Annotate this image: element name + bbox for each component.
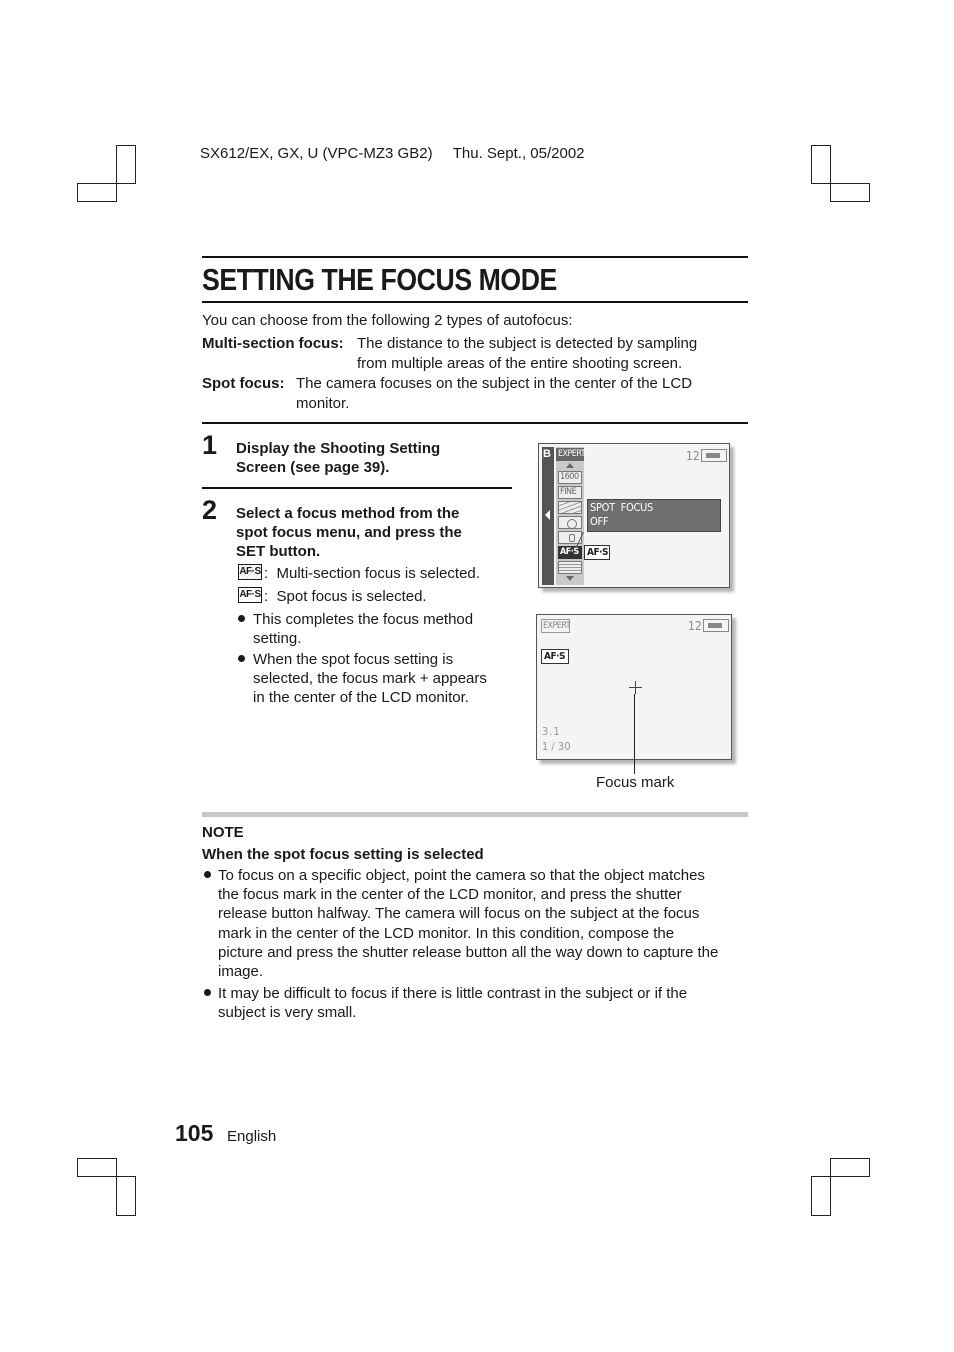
title-bottom-rule — [202, 301, 748, 303]
definition-term-multi: Multi-section focus: — [202, 335, 344, 352]
step-1-number: 1 — [202, 430, 218, 460]
crop-mark-tr-horizontal — [830, 183, 870, 202]
crop-mark-tl-vertical — [116, 145, 136, 184]
crop-mark-tl-horizontal — [77, 183, 117, 202]
model-info: SX612/EX, GX, U (VPC-MZ3 GB2) — [200, 145, 433, 162]
bullet-icon — [204, 871, 211, 878]
battery-icon — [701, 449, 727, 462]
bullet-icon — [238, 615, 245, 622]
option-multi-text: : Multi-section focus is selected. — [264, 565, 480, 582]
note-bullet-1-line-1: To focus on a specific object, point the camera so that the object matches — [218, 867, 705, 884]
note-bullet-2-line-1: It may be difficult to focus if there is little contrast in the subject or if the — [218, 985, 688, 1002]
expert-label: EXPERT — [558, 449, 585, 459]
definition-desc-multi-1: The distance to the subject is detected by sampling — [357, 335, 698, 352]
shot-count: 12 — [686, 449, 700, 463]
intro-text: You can choose from the following 2 types of autofocus: — [202, 312, 573, 329]
step2-bullet-2-line-2: selected, the focus mark + appears — [253, 670, 487, 687]
multi-af-icon: AF·S — [238, 564, 262, 580]
step2-bullet-1-line-2: setting. — [253, 630, 302, 647]
note-bullet-1-line-6: image. — [218, 963, 264, 980]
note-bullet-1-line-5: picture and press the shutter release button all the way down to capture the — [218, 944, 719, 961]
mode-letter: B — [543, 448, 551, 460]
flash-off-icon — [558, 501, 582, 514]
section-rule — [202, 422, 748, 424]
definition-term-spot: Spot focus: — [202, 375, 285, 392]
print-date: Thu. Sept., 05/2002 — [452, 145, 585, 162]
step-1-line-2: Screen (see page 39). — [236, 459, 390, 476]
note-subheading: When the spot focus setting is selected — [202, 846, 484, 863]
step-2-line-3: SET button. — [236, 543, 321, 560]
bullet-icon — [204, 989, 211, 996]
quality-box: FINE — [558, 486, 582, 499]
spot-af-icon: AF·S — [238, 587, 262, 603]
step-divider — [202, 487, 512, 489]
page-title: SETTING THE FOCUS MODE — [202, 262, 557, 297]
page-number: 105 — [175, 1120, 214, 1146]
option-spot-text: : Spot focus is selected. — [264, 588, 427, 605]
definition-desc-spot-1: The camera focuses on the subject in the center of the LCD — [296, 375, 693, 392]
step-2-line-2: spot focus menu, and press the — [236, 524, 462, 541]
step2-bullet-2-line-3: in the center of the LCD monitor. — [253, 689, 469, 706]
spot-focus-menu: SPOT FOCUS OFF — [587, 499, 721, 532]
shot-count: 12 — [688, 619, 702, 633]
focus-mark-callout-line — [634, 694, 635, 774]
crop-mark-bl-vertical — [116, 1176, 136, 1216]
down-arrow-icon — [566, 576, 574, 581]
step2-bullet-1-line-1: This completes the focus method — [253, 611, 474, 628]
print-header — [200, 145, 585, 162]
note-bullet-2-line-2: subject is very small. — [218, 1004, 357, 1021]
left-arrow-icon — [545, 510, 550, 520]
lcd-screen-menu — [538, 443, 730, 588]
title-top-rule — [202, 256, 748, 258]
crop-mark-br-horizontal — [830, 1158, 870, 1177]
definition-desc-multi-2: from multiple areas of the entire shooting screen. — [357, 355, 683, 372]
self-timer-icon — [558, 516, 582, 529]
focus-mark-icon — [629, 681, 642, 694]
note-bullet-1-line-3: release button halfway. The camera will focus on the subject at the focus — [218, 905, 700, 922]
definition-desc-spot-2: monitor. — [296, 395, 350, 412]
step-2-line-1: Select a focus method from the — [236, 505, 460, 522]
focus-mark-label: Focus mark — [596, 774, 675, 791]
spot-af-option: AF·S — [584, 545, 610, 560]
footer-language: English — [227, 1128, 277, 1145]
step-1-line-1: Display the Shooting Setting — [236, 440, 441, 457]
step-2-number: 2 — [202, 495, 218, 525]
note-divider-bar — [202, 812, 748, 817]
bullet-icon — [238, 655, 245, 662]
shutter-value: 1 / 30 — [542, 740, 571, 753]
battery-icon — [703, 619, 729, 632]
crop-mark-tr-vertical — [811, 145, 831, 184]
af-selected-box: AF·S — [558, 546, 582, 559]
grid-icon — [558, 561, 582, 574]
expert-mode-label: EXPERT — [543, 621, 570, 631]
up-arrow-icon — [566, 463, 574, 468]
crop-mark-bl-horizontal — [77, 1158, 117, 1177]
crop-mark-br-vertical — [811, 1176, 831, 1216]
note-heading: NOTE — [202, 824, 244, 841]
iso-box: 1600 — [558, 471, 582, 484]
note-bullet-1-line-2: the focus mark in the center of the LCD monitor, and press the shutter — [218, 886, 682, 903]
spot-af-indicator: AF·S — [541, 649, 569, 664]
note-bullet-1-line-4: mark in the center of the LCD monitor. In this condition, compose the — [218, 925, 675, 942]
aperture-value: 3.1 — [542, 725, 561, 738]
step2-bullet-2-line-1: When the spot focus setting is — [253, 651, 454, 668]
